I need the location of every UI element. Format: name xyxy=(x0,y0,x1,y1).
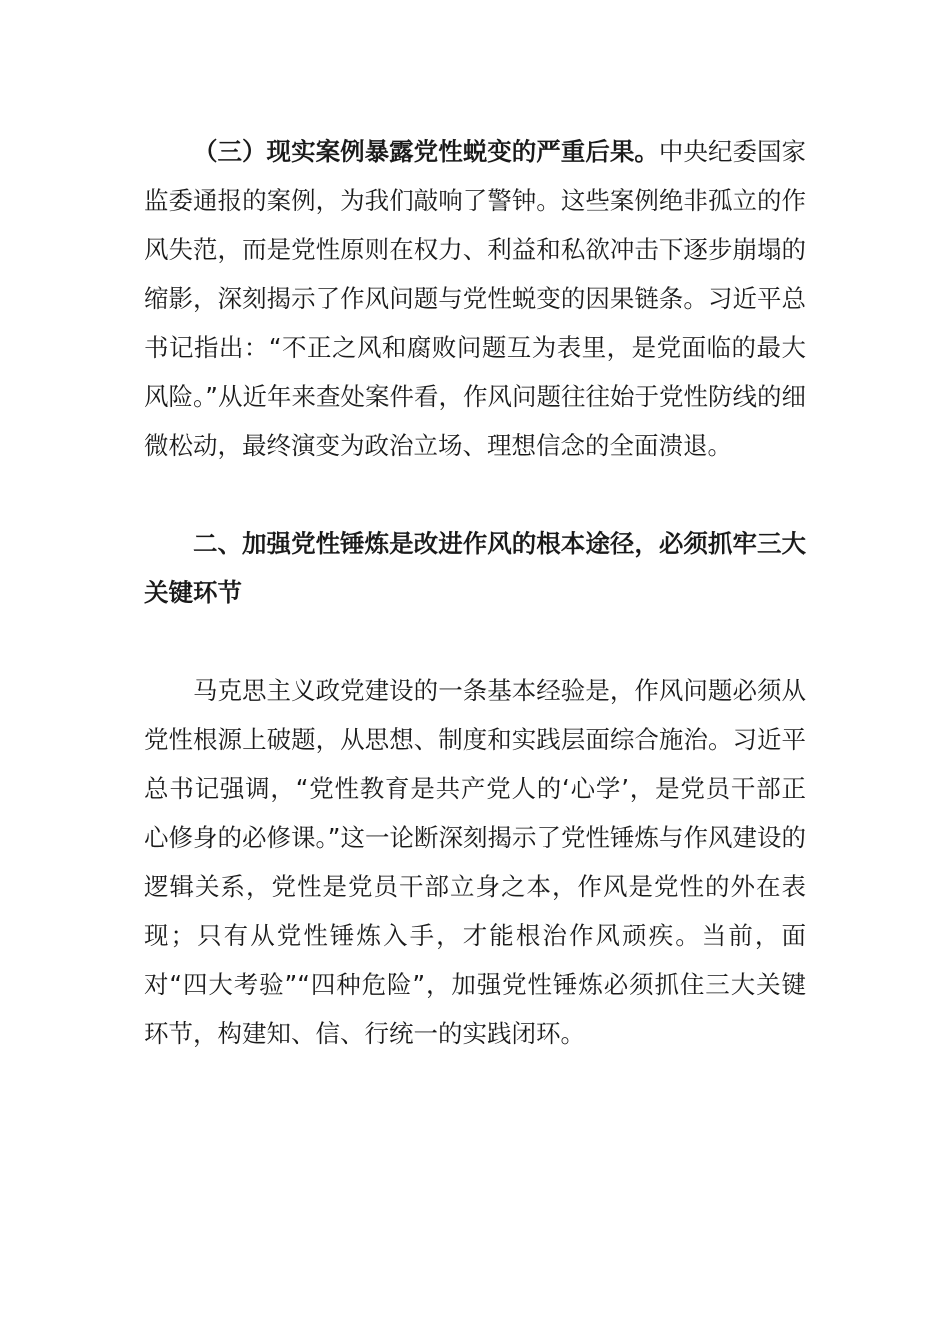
section-3-paragraph xyxy=(144,127,806,470)
body-paragraph: 马克思主义政党建设的一条基本经验是，作风问题必须从党性根源上破题，从思想、制度和实践层面综合施治。习近平总书记强调，“党性教育是共产党人的‘心学’，是党员干部正心修身的必修课。”这一论断深刻揭示了党性锤炼与作风建设的逻辑关系，党性是党员干部立身之本，作风是党性的外在表现；只有从党性锤炼入手，才能根治作风顽疾。当前，面对“四大考验”“四种危险”，加强党性锤炼必须抓住三大关键环节，构建知、信、行统一的实践闭环。 xyxy=(144,676,806,1048)
section-2-heading: 二、加强党性锤炼是改进作风的根本途径，必须抓牢三大关键环节 xyxy=(144,529,806,607)
section-3-lead-heading: （三）现实案例暴露党性蜕变的严重后果。 xyxy=(193,137,659,166)
section-3-body-text: 中央纪委国家监委通报的案例，为我们敲响了警钟。这些案例绝非孤立的作风失范，而是党性原则在权力、利益和私欲冲击下逐步崩塌的缩影，深刻揭示了作风问题与党性蜕变的因果链条。习近平总书记指出：“不正之风和腐败问题互为表里，是党面临的最大风险。”从近年来查处案件看，作风问题往往始于党性防线的细微松动，最终演变为政治立场、理想信念的全面溃退。 xyxy=(144,137,807,460)
document-body xyxy=(144,127,806,1058)
